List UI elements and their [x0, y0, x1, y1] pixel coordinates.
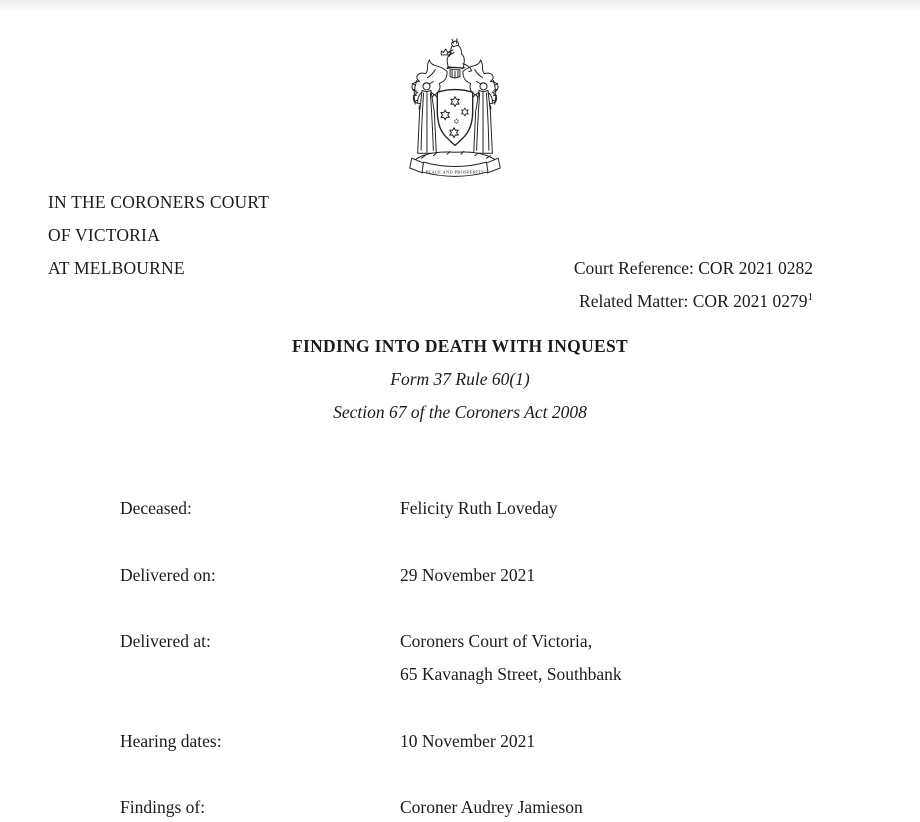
court-name-block: [48, 186, 269, 285]
detail-value: Coroners Court of Victoria, 65 Kavanagh Street, Southbank: [400, 631, 622, 684]
detail-label: Delivered at:: [120, 631, 211, 651]
court-line-2: OF VICTORIA: [48, 225, 160, 245]
court-line-3: AT MELBOURNE: [48, 258, 185, 278]
detail-value: Coroner Audrey Jamieson: [400, 797, 583, 817]
detail-value: 29 November 2021: [400, 565, 536, 585]
detail-value: 10 November 2021: [400, 731, 536, 751]
shield: [437, 90, 472, 146]
document-title: FINDING INTO DEATH WITH INQUEST: [291, 336, 629, 356]
act-section-line: Section 67 of the Coroners Act 2008: [333, 402, 587, 422]
related-matter: Related Matter: COR 2021 0279$^1$: [579, 291, 813, 311]
court-line-1: IN THE CORONERS COURT: [48, 192, 270, 212]
detail-row-delivered-on: [120, 559, 535, 592]
helmet: [447, 67, 463, 78]
footnote-marker: 1: [807, 291, 813, 304]
detail-row-deceased: [120, 492, 557, 525]
detail-label: Findings of:: [120, 797, 206, 817]
detail-label: Hearing dates:: [120, 731, 222, 751]
detail-row-findings-of: [120, 791, 583, 822]
reference-block: [574, 252, 813, 318]
court-reference: Court Reference: COR 2021 0282: [573, 258, 813, 278]
detail-row-hearing-dates: [120, 725, 535, 758]
detail-value: Felicity Ruth Loveday: [400, 498, 558, 518]
detail-row-delivered-at: [120, 625, 622, 691]
scan-edge-shade: [0, 0, 920, 12]
detail-label: Deceased:: [120, 498, 192, 518]
kangaroo-crest: [441, 39, 471, 72]
victoria-coat-of-arms: [396, 36, 514, 184]
detail-label: Delivered on:: [120, 565, 216, 585]
heading-block: [0, 330, 920, 429]
motto-text: PEACE AND PROSPERITY: [425, 169, 485, 175]
form-rule-line: Form 37 Rule 60(1): [390, 369, 530, 389]
